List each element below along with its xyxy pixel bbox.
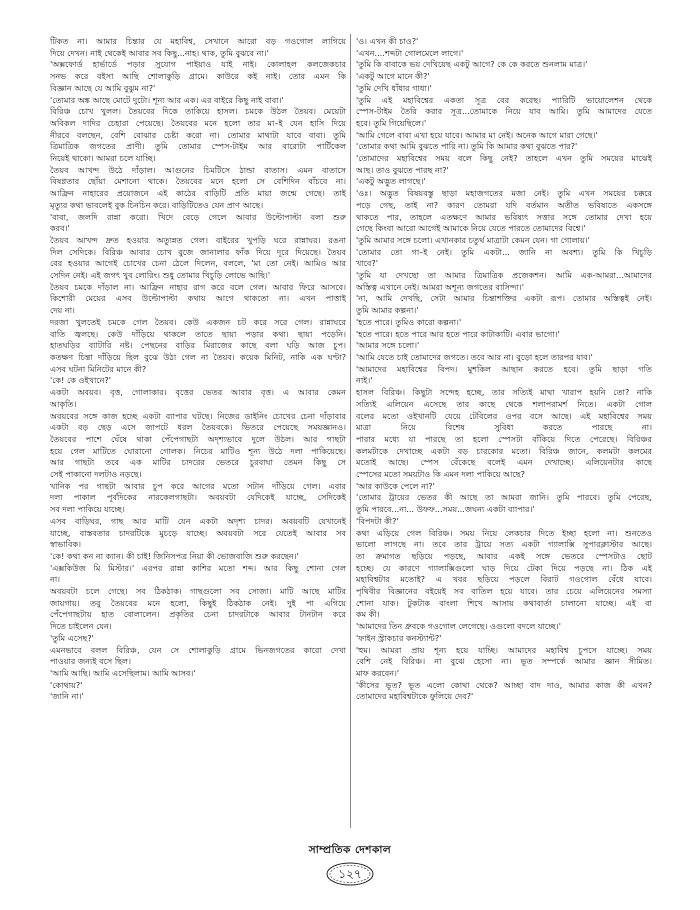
text-line: পাওয়ার জন্যই বসে ছিল। — [50, 656, 131, 667]
text-line: এসব ঘটনা মিনিটের মানে কী? — [50, 363, 147, 374]
text-line: মাত্রা নিয়ে বিশেষ সুবিধা করতে পারছে না। — [356, 422, 652, 433]
text-line: গেছে কিংবা আরো আগেই আমাকে নিয়ে যেতে পারতে তোমাদের বিশ্বে।' — [356, 223, 586, 234]
text-line: হাসল বিরিঞ্চ। কিছুটা সন্দেহ হচ্ছে, তার সত্যিই মাথা খারাপ হয়নি তো? নাকি — [356, 387, 652, 398]
text-line: 'তুমি দেখি ধাঁধার গাধা।' — [356, 82, 432, 93]
text-line: বলের মতো ওইখানটি যেয়ে টেবিলের ওপর বসে আছে। এই মহাবিশ্বের সময় — [356, 410, 652, 421]
text-line: আর গাছটা তবে এক মাটির চাদরের ভেতরে চুরবাঘা তেমন কিছু সে — [50, 457, 346, 468]
text-line: খানিক পর গাছটা আবার চুপ করে আগের মতো সটান দাঁড়িয়ে গেল। এবার — [50, 480, 346, 491]
text-line: বিরিঞ্চ চোখ খুলল। তৈয়বের দিকে তাকিয়ে হাসল। চমকে উঠল তৈয়ব। মেয়েটা — [50, 106, 346, 117]
right-text-column — [356, 36, 652, 703]
text-line: মতোই আছে। স্পেস বেঁকেছে বলেই এমন দেখাচ্ছে। এলিয়েনটার কাছে — [356, 457, 652, 468]
text-line: তা ক্রমাগত ছড়িয়ে পড়ছে, আবার একই সঙ্গে ভেতরে স্পেসটাও ছোট — [356, 550, 652, 561]
text-line: তৈয়বের পাশে ঘেঁষে থাকা পেঁপেগাছটা অদৃশ্যভাবে দুলে উঠল। আর গাছটা — [50, 433, 346, 444]
text-line: নিয়েই থাকো। আমরা চলে যাচ্ছি। — [50, 153, 156, 164]
text-line: হচ্ছে। যে কারণে গ্যালাক্সিগুলো ঘাড় দিয়ে টেকা দিয়ে পড়ছে না। ঠিক এই — [356, 562, 652, 573]
text-line: দিয়ে দেখন। নাই থেকেই আবার সব কিছু...নাহ। থাক, তুমি বুঝবে না।' — [50, 47, 269, 58]
text-line: এমনভাবে বলল বিরিঞ্চ, যেন সে শোলাকুড়ি গ্রামে ভিনজগতের কারো দেখা — [50, 644, 346, 655]
text-line: সনভ করে বইসা আছি শোলাকুড়ি গ্রামে। কাউরে কই নাই। তোর এমন কি — [50, 71, 346, 82]
column-divider — [350, 34, 351, 828]
text-line: 'আমাদের তিন ধ্রুবকে গওগোল লেগেছে। ওগুলো বদলে যাচ্ছে।' — [356, 621, 561, 632]
text-line: দরজা খুলতেই চমকে গেল তৈয়ব। কেউ একজন চট করে সরে গেল। রান্নাঘরে — [50, 316, 346, 327]
text-line: 'আমাদের মহাবিশ্বের বিপদ। মুশকিল আছান করতে হবে। তুমি ছাড়া গতি — [356, 363, 652, 374]
text-line: 'জানি না।' — [50, 691, 84, 702]
text-line: 'তুমি এই মহাবিশ্বের একতা সূত্র বের করেছ। প্যারিটি ভায়োলেশন থেকে — [356, 94, 652, 105]
text-line: 'একটু অদ্ভুত লাগছে।' — [356, 176, 426, 187]
text-line: অবয়বটা চলে গেছে। সব ঠিকঠাক। গাছগুলো সব সোজা। মাটি আছে মাটির — [50, 586, 346, 597]
text-line: থাকতে পার, তাহলে এতক্ষণে আমার ভবিষ্যৎ সত্তার সঙ্গে তোমার দেখা হয়ে — [356, 211, 652, 222]
text-line: 'একটু আগে মানে কী?' — [356, 71, 430, 82]
text-line: স্বাভাবিক। — [50, 539, 82, 550]
text-line: পৃথিবীর বিজ্ঞানের বইয়েই সব বাতিল হয়ে যাবে। তার চেয়ে এলিয়েনের সমস্যা — [356, 586, 652, 597]
text-line: 'কোথায়?' — [50, 679, 83, 690]
text-line: যাচ্ছে, বাস্তবতার চাদরটিকে মুচড়ে যাচ্ছে। অবয়বটা সরে যেতেই আবার সব — [50, 527, 346, 538]
text-line: 'তুমি আমার সঙ্গে চলো। এখানকার চতুর্থ মাত্রাটা কেমন যেন। গা গোলায়।' — [356, 234, 590, 245]
text-line: হয়ে গেল মাটিতে ঘোরানো গোলক। নিচের মাটিও শূন্য উঠে দলা পাকিয়েছে। — [50, 445, 346, 456]
text-line: 'কে! কে ওইখানে?' — [50, 375, 111, 386]
text-line: 'তুমি কি বাবাকে ভয় দেখিয়েছ একটু আগে? কে কে করতে শুনলাম মাত্র।' — [356, 59, 588, 70]
text-line: অবয়বের সঙ্গে কাজ হচ্ছে একটা ব্যাপার ঘটছে। নিজের ডাইনিং চোখের চেনা দাঁড়াবার — [50, 410, 346, 421]
text-line: একটা বড় ছেড় এসে জাপটে ধরল তৈয়বকে। ভিতরে পেয়েছে সময়জ্ঞানও। — [50, 422, 346, 433]
text-line: 'হুম। আমরা প্রায় শূন্য হয়ে যাচ্ছি। আমাদের মহাবিশ্ব চুপসে যাচ্ছে। সময় — [356, 644, 652, 655]
text-line: বাতি জ্বলছে। কেউ দাঁড়িয়ে থাকলে তাতে ছায়া পড়ার কথা। ছায়া পড়েনি। — [50, 328, 346, 339]
text-line: বিজ্ঞান আছে যে আমি বুঝুম না?' — [50, 82, 156, 93]
text-line: একটা অবয়ব। বৃত্ত, গোলাকার। বৃত্তের ভেতর আবার বৃত্ত। এ আবার কেমন — [50, 387, 346, 398]
text-line: 'তোমার ট্রায়ের ভেতর কী আছে তা আমরা জানি। তুমি পারবে। তুমি পেরেছ, — [356, 492, 652, 503]
text-line: 'কীসের ভূত? ভূত এলো কোথা থেকে? আচ্ছা বাদ দাও, আমার কাজ কী এখন? — [356, 679, 652, 690]
text-line: আকৃতি। — [50, 398, 77, 409]
text-line: দেয় না। — [50, 305, 75, 316]
text-line: 'বাবা, জলদি রান্না করো। খিদে বেড়ে গেলে আবার উল্টোপাল্টা বলা শুরু — [50, 211, 346, 222]
text-line: তৈয়ব চমকে দাঁড়াল না। আফ্রিন নাহার রাগ করে বলে গেল। আবার ফিরে আসবে। — [50, 281, 346, 292]
text-line: অবিকল দাদির চেহারা পেয়েছে। তৈয়বের মনে হলো তার মা–ই যেন হাসি দিয়ে — [50, 117, 346, 128]
text-line: দলা পাকাল পূর্বদিকের নারকেলগাছটা। অবয়বটা যেদিকেই যাচ্ছে, সেদিকেই — [50, 492, 346, 503]
text-line: পেঁপেগাছটায় হাত বোলালেন। প্রকৃতির চেনা চাদরটাকে আবার টানটান করে — [50, 609, 346, 620]
text-line: হাতঘড়ির ব্যাটারি নষ্ট। পেছনের বাড়ির মিরাজের কাছে বলা ঘড়ি আজ চুপ। — [50, 340, 346, 351]
text-line: 'ফাইন স্ট্রাকচার কনস্ট্যান্ট?' — [356, 632, 442, 643]
text-line: মহাবিশ্বটার মতোই? এ খবর ছড়িয়ে পড়লে বিরাট গওগোল বেঁধে যাবে। — [356, 574, 652, 585]
text-line: স্পেসের মতো সময়টাও কি এমন দলা পাকিয়ে আছে? — [356, 469, 525, 480]
text-line: করব।' — [50, 223, 70, 234]
text-line: 'আর কাউকে পেলে না?' — [356, 480, 435, 491]
text-line: তুমি আমার কল্পনা।' — [356, 305, 419, 316]
text-line: দিতে চাইলেন যেন। — [50, 621, 112, 632]
text-line: তোমাদের মহাবিশ্বটাকে ফুলিয়ে দেব?' — [356, 691, 474, 702]
text-line: 'তোমার অঙ্ক আছে মোটে দুটো। শূন্য আর এক। এর বাইরে কিছু নাই বাবা।' — [50, 94, 284, 105]
page-number-text: ১২৭ — [338, 867, 362, 881]
magazine-title: সাম্প্রতিক দেশকাল — [308, 844, 392, 856]
text-line: 'আমি যেতে চাই তোমাদের জগতে। তবে আর না। বুড়ো হলে তারপর যাব।' — [356, 351, 593, 362]
page-number — [325, 861, 375, 887]
text-line: 'এক্সকিউজ মি মিস্টার।' এরপর রান্না কাশির মতো শব্দ। আর কিছু শোনা গেল — [50, 562, 346, 573]
text-line: বের হওয়ার আগেই চোখের চেনা ঠেলে দিলেন, বললে, 'মা তো নেই। আমিও আর — [50, 258, 346, 269]
text-line: ভালো লাগছে না। তবে তার ট্রায়ে সত্য একটা গ্যালাক্সি সুপারক্লাস্টার আছে। — [356, 539, 652, 550]
text-line: 'তুমি এসেছ?' — [50, 632, 94, 643]
text-line: 'ও। এখন কী চাও?' — [356, 36, 419, 46]
text-line: 'কে! কথা কন না ক্যান। কী চাই! জিনিসপত্র নিয়া কী ভোজবাজি শুরু করছেন।' — [50, 550, 299, 561]
text-line: কথা এড়িয়ে গেল বিরিঞ্চ। সময় নিয়ে লেকচার দিতে ইচ্ছা হলো না। শুনতেও — [356, 527, 652, 538]
text-line: 'তোমার কথা আমি বুঝতে পারি না। তুমি কি আমার কথা বুঝতে পার?' — [356, 141, 578, 152]
text-line: কতক্ষণ চিন্তা দাঁড়িয়ে ছিল বুঝে উঠা গেল না তৈয়ব। কয়েক মিনিট, নাকি এক ঘণ্টা? — [50, 351, 346, 362]
text-line: নীরবে বলছেন, বেশি বোঝার চেষ্টা করো না। তোমার মাথাটা যাবে বাবা। তুমি — [50, 129, 346, 140]
text-line: আছ। তাও বুঝতে পারছ না?' — [356, 164, 449, 175]
text-line: শোনা যাক। টুকটাক বাংলা শিখে আসায় কথাবার্তা চালানো যাচ্ছে। এই বা — [356, 597, 652, 608]
text-line: না। — [50, 574, 61, 585]
text-line: কম কী। — [356, 609, 380, 620]
text-line: বিষণ্ণতার ছোঁয়া মেশানো থাকে। তৈয়বের মনে হলো সে বেশিদিন বাঁচবে না। — [50, 176, 346, 187]
text-line: জায়গায়। তবু তৈয়বের মনে হলো, কিছুই ঠিকঠাক নেই। দুই পা এগিয়ে — [50, 597, 346, 608]
text-line: কলমটাকে দেখাচ্ছে একটা বড় চারকোর মতো। বিরিঞ্চ জানে, কলমটা কলমের — [356, 445, 652, 456]
text-line: নাই।' — [356, 375, 373, 386]
text-line: পড়ে গেছ, তাই না? কারণ তোমরা যদি বর্তমান অতীত ভবিষ্যতে একসঙ্গে — [356, 199, 652, 210]
text-line: সেদিন নেই। এই জগৎ খুব লোরিং। শুধু তোমার খিচুড়ি লোভে আছি।' — [50, 270, 271, 281]
text-line: আফ্রিন নাহারের প্রয়োজনে এই কাঠের বাড়িটি প্রতি মায়া জন্মে গেছে। তাই — [50, 188, 346, 199]
text-line: 'বিপদটা কী?' — [356, 515, 399, 526]
text-line: খাবে?' — [356, 258, 378, 269]
text-line: 'তুমি যা দেখছো তা আমার ত্রিমাত্রিক প্রজেকশন। আমি এক-আমরা...আমাদের — [356, 270, 652, 281]
text-line: 'তোমাদের মহাবিশ্বের সময় বলে কিছু নেই? তাহলে এখন তুমি সময়ের মাঝেই — [356, 153, 652, 164]
text-line: কিশোরী মেয়ের এসব উল্টোপাল্টা কথায় আগে থাকতো না। এখন পাত্তাই — [50, 293, 346, 304]
text-line: সত্যিই এলিয়েন এসেছে তার কাছে থেকে শলাপরামর্শ নিতে। একটা গোল — [356, 398, 652, 409]
text-line: ত্রিমাত্রিক জগতের প্রাণী। তুমি তোমার স্পেস-টাইম আর বারোটা পার্টিকেল — [50, 141, 346, 152]
text-line: মাফ করবেন।' — [356, 667, 400, 678]
text-line: টিকত না। আমার চিন্তার যে মহাবিশ্ব, সেখানে আরো বড় গওগোল লাগিয়ে — [50, 36, 346, 46]
text-line: সব দলা পাকিয়ে যাচ্ছে। — [50, 504, 125, 515]
text-line: 'হতে পারে। হতে পারে আর হতে পারে কাটাকাটি। এবার ভাগো।' — [356, 328, 560, 339]
text-line: এসব বাড়িঘর, গাছ আর মাটি যেন একটা অদৃশ্য চাদর। অবয়বটি যেখানেই — [50, 515, 346, 526]
text-line: 'আমার সঙ্গে চলো।' — [356, 340, 420, 351]
text-line: 'এখন....শব্দটা গোলমেলে লাগে।' — [356, 47, 464, 58]
text-line: তৈয়ব আখন্দ দ্রুত হওয়ার অত্যুন্নত গেল। বাইরের খুপড়ি ঘরে রান্নাঘর। রঙনা — [50, 234, 346, 245]
text-line: সেই পাকানো দলটাও নড়ছে। — [50, 469, 142, 480]
text-line: পারার মধ্যে যা পারছে তা হলো স্পেসটা বাঁকিয়ে দিতে পেরেছে। বিরিঞ্চর — [356, 433, 652, 444]
text-line: 'আমি আছি। আমি এসেছিলাম। আমি আসব।' — [50, 667, 196, 678]
left-text-column — [50, 36, 346, 703]
text-line: তৈয়ব আখন্দ উঠে দাঁড়াল। আগুনের চিমটিসে ঠান্ডা বাতাস। এমন বাতাসে — [50, 164, 346, 175]
text-line: স্পেস-টাইম তৈরি করার সূত্র...তোমাকে নিয়ে যাব আমি। তুমি আমাদের যেতে — [356, 106, 652, 117]
text-line: দিল সেদিকে। বিরিঞ্চ আবার চোখ বুজে জানালার ফাঁক দিয়ে দূরে দিয়েছে। তৈয়ব — [50, 246, 346, 257]
text-line: 'ওঃ। অদ্ভুত বিষয়বস্তু ছাড়া মহাজগতের মজা নেই। তুমি এখন সময়ের চক্করে — [356, 188, 652, 199]
text-line: 'হতে পারে। তুমিও কারো কল্পনা।' — [356, 316, 462, 327]
text-line: বেশি নেই বিরিঞ্চ। না বুঝে হেসো না। ভূত সম্পর্কে আমার জ্ঞান সীমিত। — [356, 656, 652, 667]
text-line: মৃত্যুর কথা ভাবলেই বুক চিনচিন করে। বাড়িটিতেও যেন প্রাণ আছে। — [50, 199, 264, 210]
text-line: হবে। তুমি গিয়েছিলে।' — [356, 117, 427, 128]
text-line: তুমি পারবে...না... উফফ...সময়...জঘন্য একটা ব্যাপার।' — [356, 504, 535, 515]
text-line: 'না, আমি দেখছি, সেটা আমার চিন্তাশক্তির একটা রূপ। তোমার অস্তিত্বই নেই। — [356, 293, 652, 304]
text-line: 'তোমার তো গা–ই নেই। তুমি একটা... জানি না অবশ্য। তুমি কি খিচুড়ি — [356, 246, 652, 257]
text-line: 'অক্সফোর্ড হার্ভার্ডে পড়ার সুযোগ পাইয়াও যাই নাই। কোলাহল কলজেকচার — [50, 59, 346, 70]
text-line: 'আমি গেলে বাবা এখা হয়ে যাবে। আমার মা নেই। অনেক আগে মারা গেছে।' — [356, 129, 598, 140]
text-line: অস্তিত্ব এখানে নেই। আমরা অশূন্য জগতের বাসিন্দা।' — [356, 281, 524, 292]
